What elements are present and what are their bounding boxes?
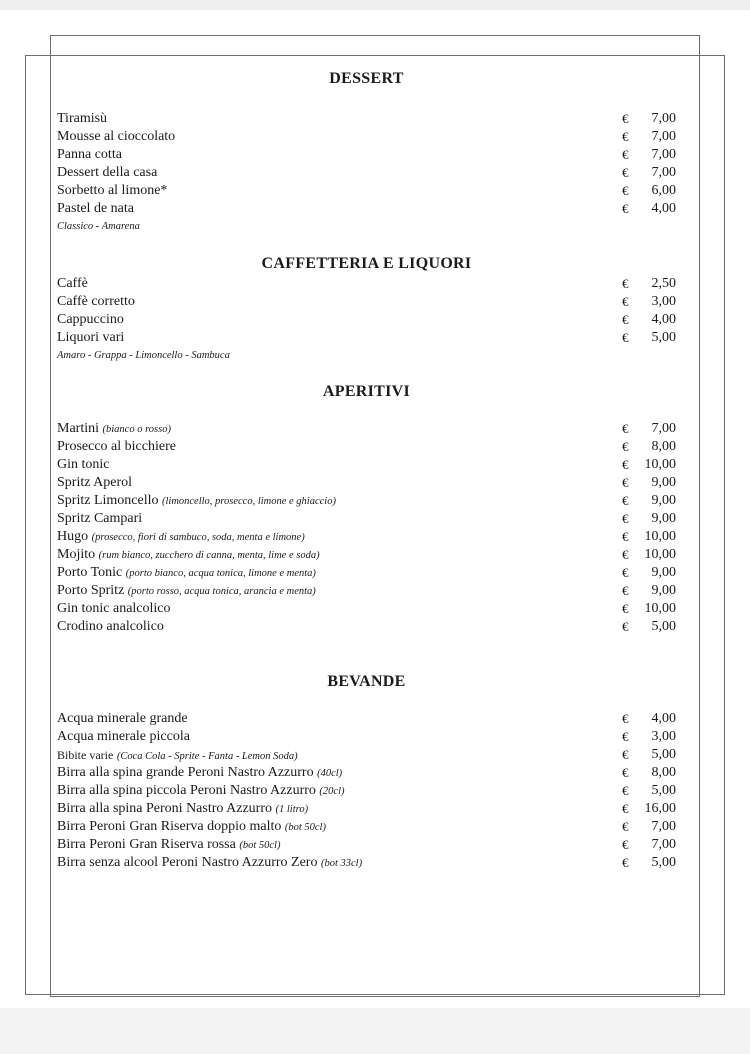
section-caffetteria: [57, 253, 676, 365]
item-price: 8,00: [651, 765, 676, 780]
item-name: Prosecco al bicchiere: [57, 439, 176, 454]
section-title: CAFFETTERIA E LIQUORI: [261, 255, 472, 272]
currency-symbol: €: [622, 147, 629, 162]
menu-item-row: [57, 854, 676, 872]
menu-item-row: [57, 510, 676, 528]
item-price: 10,00: [644, 529, 676, 544]
item-note: (porto rosso, acqua tonica, arancia e menta): [127, 586, 316, 597]
item-name: Hugo: [57, 529, 89, 544]
currency-symbol: €: [622, 312, 629, 327]
currency-symbol: €: [622, 711, 629, 726]
item-name: Birra alla spina Peroni Nastro Azzurro: [57, 801, 272, 816]
item-price: 10,00: [644, 457, 676, 472]
currency-symbol: €: [622, 129, 629, 144]
item-name: Panna cotta: [57, 147, 122, 162]
menu-item-row: [57, 764, 676, 782]
aperitivi-items: [57, 420, 676, 636]
currency-symbol: €: [622, 330, 629, 345]
item-note: (prosecco, fiori di sambuco, soda, menta e limone): [91, 532, 305, 543]
currency-symbol: €: [622, 619, 629, 634]
menu-item-row: [57, 474, 676, 492]
currency-symbol: €: [622, 783, 629, 798]
item-price: 5,00: [651, 783, 676, 798]
item-price: 7,00: [651, 421, 676, 436]
item-name: Birra Peroni Gran Riserva rossa: [57, 837, 236, 852]
item-price: 7,00: [651, 819, 676, 834]
item-price: 7,00: [651, 129, 676, 144]
item-note: (20cl): [319, 786, 345, 797]
dessert-items: [57, 110, 676, 218]
menu-content: [57, 68, 676, 872]
menu-item-row: [57, 492, 676, 510]
item-name: Sorbetto al limone*: [57, 183, 168, 198]
menu-item-row: [57, 746, 676, 764]
item-note: (bot 33cl): [320, 858, 363, 869]
menu-item-row: [57, 329, 676, 347]
item-price: 9,00: [651, 511, 676, 526]
item-name: Birra alla spina grande Peroni Nastro Azzurro: [57, 765, 314, 780]
item-price: 7,00: [651, 111, 676, 126]
menu-item-row: [57, 528, 676, 546]
currency-symbol: €: [622, 837, 629, 852]
menu-item-row: [57, 420, 676, 438]
item-note: (porto bianco, acqua tonica, limone e menta): [125, 568, 316, 579]
item-price: 10,00: [644, 601, 676, 616]
item-name: Pastel de nata: [57, 201, 134, 216]
item-name: Mousse al cioccolato: [57, 129, 176, 144]
item-note: (bianco o rosso): [102, 424, 171, 435]
menu-item-row: [57, 200, 676, 218]
item-price: 3,00: [651, 294, 676, 309]
item-price: 5,00: [651, 330, 676, 345]
currency-symbol: €: [622, 475, 629, 490]
currency-symbol: €: [622, 165, 629, 180]
item-name: Acqua minerale grande: [57, 711, 188, 726]
currency-symbol: €: [622, 801, 629, 816]
menu-item-row: [57, 182, 676, 200]
item-price: 6,00: [651, 183, 676, 198]
currency-symbol: €: [622, 421, 629, 436]
menu-item-row: [57, 782, 676, 800]
section-subnote: Classico - Amarena: [57, 221, 140, 232]
menu-item-row: [57, 564, 676, 582]
currency-symbol: €: [622, 111, 629, 126]
item-name: Martini: [57, 421, 99, 436]
menu-item-row: [57, 800, 676, 818]
item-name: Caffè: [57, 276, 88, 291]
item-price: 7,00: [651, 165, 676, 180]
currency-symbol: €: [622, 493, 629, 508]
item-note: (bot 50cl): [284, 822, 326, 833]
currency-symbol: €: [622, 565, 629, 580]
item-price: 7,00: [651, 147, 676, 162]
item-name: Acqua minerale piccola: [57, 729, 190, 744]
item-price: 2,50: [651, 276, 676, 291]
item-name: Birra Peroni Gran Riserva doppio malto: [57, 819, 282, 834]
section-subnote: Amaro - Grappa - Limoncello - Sambuca: [57, 350, 230, 361]
item-price: 4,00: [651, 312, 676, 327]
item-price: 9,00: [651, 583, 676, 598]
item-price: 7,00: [651, 837, 676, 852]
menu-item-row: [57, 311, 676, 329]
menu-item-row: [57, 836, 676, 854]
currency-symbol: €: [622, 511, 629, 526]
item-price: 9,00: [651, 475, 676, 490]
item-name: Cappuccino: [57, 312, 124, 327]
currency-symbol: €: [622, 183, 629, 198]
item-name: Dessert della casa: [57, 165, 158, 180]
menu-item-row: [57, 618, 676, 636]
currency-symbol: €: [622, 819, 629, 834]
menu-item-row: [57, 293, 676, 311]
menu-item-row: [57, 275, 676, 293]
item-name: Birra alla spina piccola Peroni Nastro Azzurro: [57, 783, 316, 798]
item-name: Gin tonic analcolico: [57, 601, 171, 616]
item-name: Birra senza alcool Peroni Nastro Azzurro Zero: [57, 855, 318, 870]
currency-symbol: €: [622, 294, 629, 309]
menu-item-row: [57, 164, 676, 182]
item-note: (limoncello, prosecco, limone e ghiaccio): [161, 496, 336, 507]
top-strip: [0, 0, 750, 10]
currency-symbol: €: [622, 765, 629, 780]
currency-symbol: €: [622, 547, 629, 562]
item-price: 9,00: [651, 565, 676, 580]
item-note: (40cl): [317, 768, 343, 779]
currency-symbol: €: [622, 855, 629, 870]
item-price: 9,00: [651, 493, 676, 508]
currency-symbol: €: [622, 201, 629, 216]
currency-symbol: €: [622, 583, 629, 598]
currency-symbol: €: [622, 747, 629, 762]
menu-item-row: [57, 128, 676, 146]
item-price: 5,00: [651, 619, 676, 634]
menu-item-row: [57, 146, 676, 164]
item-name: Liquori vari: [57, 330, 125, 345]
item-name: Porto Tonic: [57, 565, 123, 580]
section-title: BEVANDE: [327, 673, 406, 690]
item-name: Spritz Aperol: [57, 475, 133, 490]
menu-item-row: [57, 546, 676, 564]
item-note: (rum bianco, zucchero di canna, menta, lime e soda): [98, 550, 320, 561]
menu-item-row: [57, 600, 676, 618]
item-price: 5,00: [651, 747, 676, 762]
item-note: (1 litro): [275, 804, 309, 815]
currency-symbol: €: [622, 529, 629, 544]
item-note: (Coca Cola - Sprite - Fanta - Lemon Soda): [116, 751, 298, 762]
section-title: DESSERT: [329, 70, 404, 87]
menu-item-row: [57, 110, 676, 128]
item-name: Crodino analcolico: [57, 619, 164, 634]
item-name: Gin tonic: [57, 457, 110, 472]
item-name: Spritz Limoncello: [57, 493, 159, 508]
item-name: Spritz Campari: [57, 511, 143, 526]
currency-symbol: €: [622, 276, 629, 291]
section-title: APERITIVI: [322, 383, 411, 400]
item-name: Mojito: [57, 547, 96, 562]
bevande-items: [57, 710, 676, 872]
item-name: Porto Spritz: [57, 583, 125, 598]
item-price: 10,00: [644, 547, 676, 562]
item-name: Caffè corretto: [57, 294, 135, 309]
currency-symbol: €: [622, 457, 629, 472]
bottom-strip: [0, 1008, 750, 1054]
item-price: 8,00: [651, 439, 676, 454]
item-price: 3,00: [651, 729, 676, 744]
caffetteria-items: [57, 275, 676, 347]
item-price: 4,00: [651, 201, 676, 216]
section-bevande: [57, 671, 676, 872]
section-aperitivi: [57, 381, 676, 636]
item-price: 4,00: [651, 711, 676, 726]
menu-item-row: [57, 710, 676, 728]
menu-item-row: [57, 456, 676, 474]
item-price: 5,00: [651, 855, 676, 870]
menu-item-row: [57, 582, 676, 600]
item-name: Tiramisù: [57, 111, 108, 126]
menu-item-row: [57, 818, 676, 836]
item-note: (bot 50cl): [239, 840, 281, 851]
item-price: 16,00: [644, 801, 676, 816]
currency-symbol: €: [622, 439, 629, 454]
section-dessert: [57, 68, 676, 236]
menu-item-row: [57, 728, 676, 746]
currency-symbol: €: [622, 729, 629, 744]
currency-symbol: €: [622, 601, 629, 616]
menu-item-row: [57, 438, 676, 456]
item-name: Bibite varie: [57, 748, 114, 762]
